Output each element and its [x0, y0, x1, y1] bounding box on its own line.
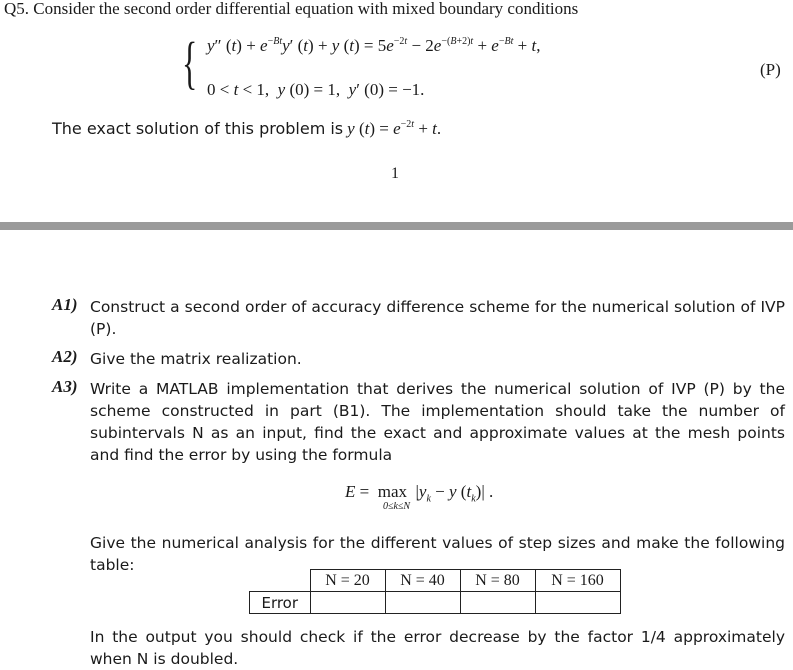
error-table	[249, 569, 621, 614]
table-header-cell: N = 80	[460, 570, 535, 592]
left-brace: {	[182, 30, 198, 95]
question-header	[4, 0, 578, 19]
exact-solution-formula: y $(t) = e^{-2t} + t$.	[347, 119, 442, 138]
table-cell	[385, 592, 460, 614]
table-row	[250, 592, 621, 614]
page-separator	[0, 222, 793, 230]
page-number: 1	[391, 165, 399, 182]
table-header-cell: N = 20	[310, 570, 385, 592]
table-cell	[535, 592, 620, 614]
equation-line-1: y″ $(t) + e^{-Bt}y'$ (t) + y $(t) = 5e^{-2t} - 2e^{-(B+2)t} + e^{-Bt} + t$,	[207, 36, 541, 55]
page-1	[0, 0, 793, 222]
table-header-cell: N = 160	[535, 570, 620, 592]
task-a2-text: Give the matrix realization.	[90, 350, 302, 368]
task-a2-label: A2)	[52, 347, 78, 366]
closing-text: In the output you should check if the error decrease by the factor 1/4 approximately when N is doubled.	[90, 628, 785, 668]
task-a3-label: A3)	[52, 377, 78, 396]
table-corner	[250, 570, 311, 592]
table-header-row	[250, 570, 621, 592]
task-a1-text: Construct a second order of accuracy difference scheme for the numerical solution of IVP (P).	[90, 298, 785, 338]
page-2	[0, 230, 793, 669]
table-cell	[460, 592, 535, 614]
question-number: Q5.	[4, 0, 30, 18]
task-a1-label: A1)	[52, 295, 78, 314]
error-formula-subscript: 0≤k≤N	[383, 501, 411, 512]
task-a3-text: Write a MATLAB implementation that derives the numerical solution of IVP (P) by the scheme constructed in part (B1). The implementation should take the number of subintervals N as an input, find the exact and approximate values at the mesh points and find the error by using the formula	[90, 380, 785, 464]
table-row-label: Error	[250, 592, 311, 614]
error-formula: $E = \max |y_k - y$ $(t_k)|$ .	[345, 482, 494, 505]
exact-solution	[52, 119, 441, 139]
table-header-cell: N = 40	[385, 570, 460, 592]
table-cell	[310, 592, 385, 614]
question-text: Consider the second order differential equation with mixed boundary conditions	[33, 0, 579, 18]
table-intro: Give the numerical analysis for the different values of step sizes and make the following table:	[90, 534, 785, 574]
exact-solution-text: The exact solution of this problem is	[52, 119, 344, 138]
equation-tag: (P)	[760, 60, 781, 79]
equation-line-2: 0 < t < 1, y (0) = 1, y′ (0) = −1.	[207, 80, 425, 99]
